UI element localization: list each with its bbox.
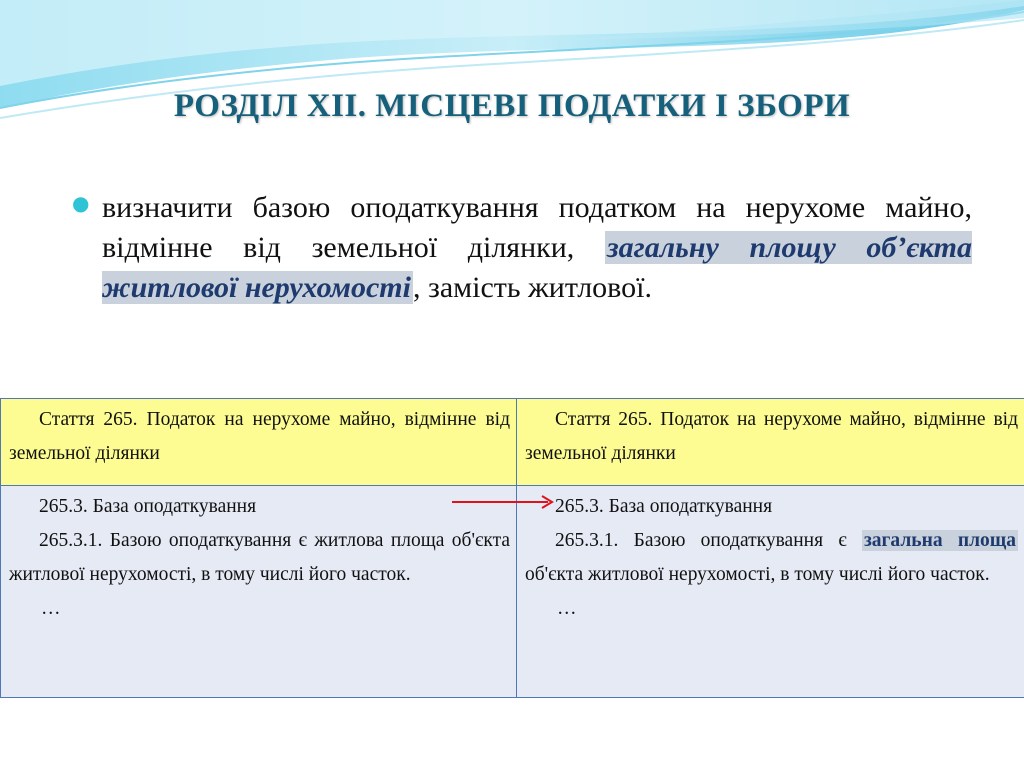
left-header-cell bbox=[1, 399, 517, 486]
bullet-text bbox=[102, 188, 972, 308]
bullet-item bbox=[72, 188, 972, 308]
bullet-dot-icon: ● bbox=[72, 191, 90, 215]
left-ellipsis: … bbox=[41, 598, 61, 619]
right-line2 bbox=[525, 524, 1018, 592]
right-ellipsis: … bbox=[557, 598, 577, 619]
slide-title: РОЗДІЛ ХІІ. МІСЦЕВІ ПОДАТКИ І ЗБОРИ bbox=[173, 88, 851, 124]
left-header-text: Стаття 265. Податок на нерухоме майно, відмінне від земельної ділянки bbox=[9, 409, 510, 464]
left-body-cell bbox=[1, 486, 517, 698]
right-header-cell bbox=[517, 399, 1024, 486]
right-line2-after: об'єкта житлової нерухомості, в тому числі його часток. bbox=[525, 564, 990, 585]
red-arrow-icon bbox=[448, 492, 558, 512]
right-line2-highlight: загальна площа bbox=[863, 530, 1016, 551]
left-line2: 265.3.1. Базою оподаткування є житлова площа об'єкта житлової нерухомості, в тому числі його часток. bbox=[9, 530, 510, 585]
right-body-cell bbox=[517, 486, 1024, 698]
bullet-text-after: , замість житлової. bbox=[412, 271, 652, 304]
left-line1: 265.3. База оподаткування bbox=[39, 496, 257, 517]
bullet-highlight: загальну площу об’єкта житлової нерухомості bbox=[102, 231, 972, 304]
bullet-text-before: визначити базою оподаткування податком на нерухоме майно, відмінне від земельної ділянки, bbox=[102, 191, 972, 264]
right-header-text: Стаття 265. Податок на нерухоме майно, відмінне від земельної ділянки bbox=[525, 409, 1018, 464]
table-body-row bbox=[1, 486, 1024, 698]
right-line2-before: 265.3.1. Базою оподаткування є bbox=[555, 530, 862, 551]
comparison-table bbox=[0, 398, 1024, 698]
right-line1: 265.3. База оподаткування bbox=[555, 496, 773, 517]
table-header-row bbox=[1, 399, 1024, 486]
